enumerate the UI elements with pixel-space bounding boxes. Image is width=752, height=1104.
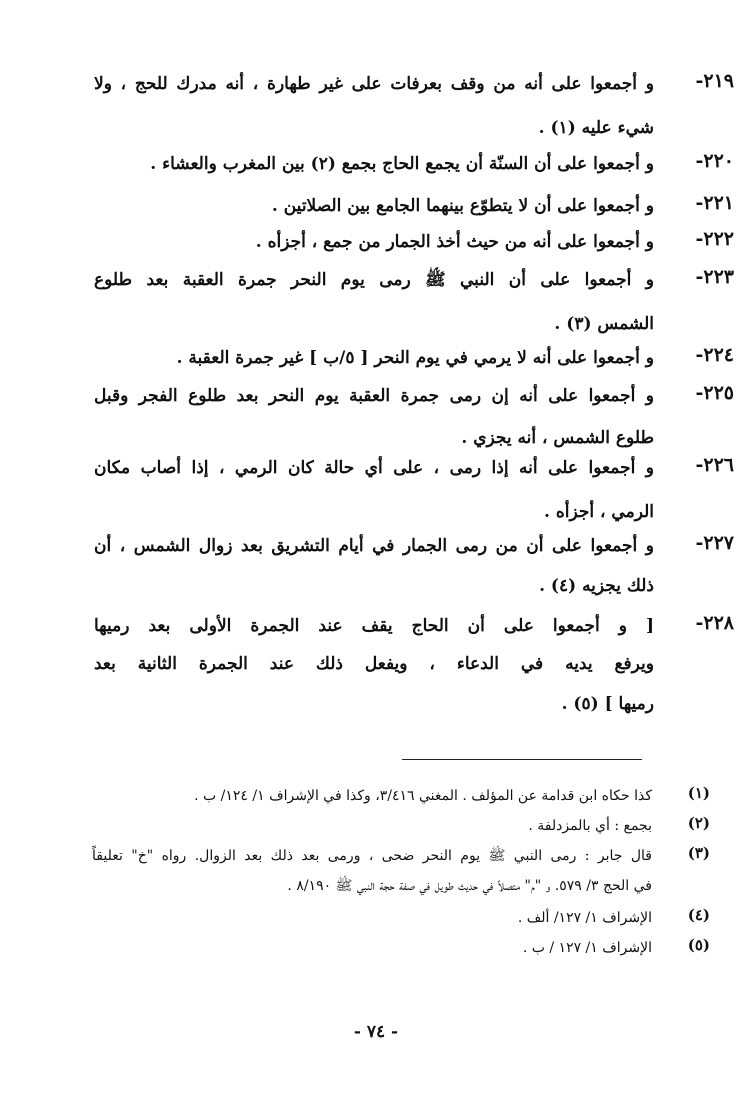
entry-text-line: و أجمعوا على أنه إن رمى جمرة العقبة يوم النحر بعد طلوع الفجر وقبل (94, 386, 654, 406)
entry-text-line: الشمس (٣) . (554, 314, 654, 334)
entry-number: ٢٢٨- (695, 612, 734, 634)
entry-text-line: و أجمعوا على أن من رمى الجمار في أيام التشريق بعد زوال الشمس ، أن (94, 536, 654, 556)
entry-text-line: و أجمعوا على أن النبي ﷺ رمى يوم النحر جمرة العقبة بعد طلوع (94, 270, 654, 290)
footnote-text: الإشراف ١/ ١٢٧ / ب . (522, 940, 652, 956)
entry-text-line: الرمي ، أجزأه . (544, 502, 654, 522)
entry-text-line: و أجمعوا على أنه إذا رمى ، على أي حالة كان الرمي ، إذا أصاب مكان (94, 458, 654, 478)
entry-text-line: و أجمعوا على أنه من وقف بعرفات على غير طهارة ، أنه مدرك للحج ، ولا (94, 74, 654, 94)
entry-text-line: [ و أجمعوا على أن الحاج يقف عند الجمرة الأولى بعد رميها (94, 616, 654, 636)
entry-number: ٢٢٧- (695, 532, 734, 554)
entry-text-line: ويرفع يديه في الدعاء ، ويفعل ذلك عند الجمرة الثانية بعد (94, 654, 655, 674)
entry-number: ٢٢٠- (695, 150, 734, 172)
entry-text-line: رميها ] (٥) . (561, 694, 654, 714)
footnote-text: في الحج ٣/ ٥٧٩. و "م" متصلاً في حديث طويل في صفة حجة النبي ﷺ ٨/١٩٠ . (287, 878, 652, 894)
entry-text-line: شيء عليه (١) . (538, 118, 654, 138)
entry-text-line: و أجمعوا على أنه لا يرمي في يوم النحر [ ٥/ب ] غير جمرة العقبة . (176, 348, 654, 368)
footnote-number: (١) (687, 784, 710, 802)
footnote-text: الإشراف ١/ ١٢٧/ ألف . (517, 910, 652, 926)
footnote-number: (٤) (687, 906, 710, 924)
entry-text-line: و أجمعوا على أن السنّة أن يجمع الحاج بجمع (٢) بين المغرب والعشاء . (150, 154, 654, 174)
footnote-number: (٥) (687, 936, 710, 954)
entry-text-line: ذلك يجزيه (٤) . (539, 576, 654, 596)
footnote-number: (٣) (687, 844, 710, 862)
entry-number: ٢١٩- (695, 70, 734, 92)
entry-number: ٢٢٥- (695, 382, 734, 404)
entry-number: ٢٢٤- (695, 344, 734, 366)
footnote-text: كذا حكاه ابن قدامة عن المؤلف . المغني ٣/٤١٦، وكذا في الإشراف ١/ ١٢٤/ ب . (194, 788, 652, 804)
entry-text-line: طلوع الشمس ، أنه يجزي . (461, 428, 654, 448)
entry-number: ٢٢٣- (695, 266, 734, 288)
entry-text-line: و أجمعوا على أن لا يتطوّع بينهما الجامع بين الصلاتين . (271, 196, 654, 216)
footnote-separator (402, 759, 642, 760)
footnote-text: قال جابر : رمى النبي ﷺ يوم النحر ضحى ، ورمى بعد ذلك بعد الزوال. رواه "خ" تعليقاً (92, 848, 652, 864)
entry-number: ٢٢١- (695, 192, 734, 214)
page-number: - ٧٤ - (353, 1022, 399, 1042)
footnote-number: (٢) (687, 814, 710, 832)
footnote-text: بجمع : أي بالمزدلفة . (528, 818, 652, 834)
entry-number: ٢٢٢- (695, 228, 734, 250)
entry-text-line: و أجمعوا على أنه من حيث أخذ الجمار من جمع ، أجزأه . (255, 232, 654, 252)
entry-number: ٢٢٦- (695, 454, 734, 476)
